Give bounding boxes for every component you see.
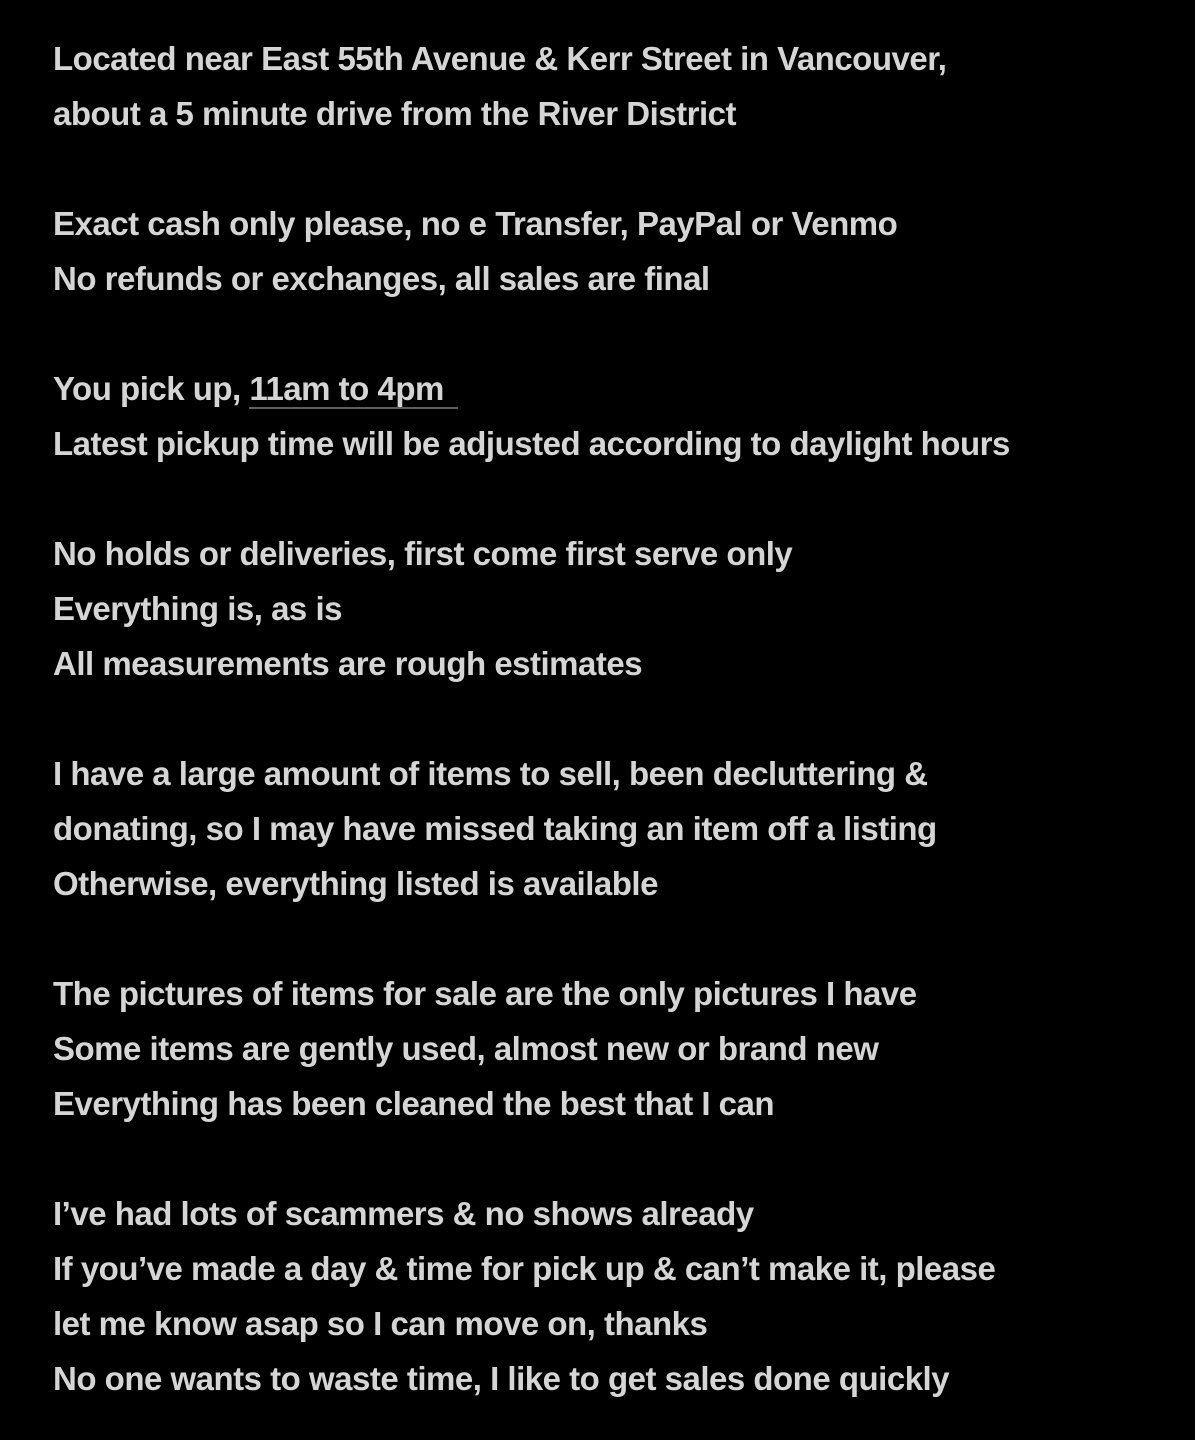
text-line: [53, 1076, 1155, 1131]
text-segment: Everything is, as is: [53, 590, 342, 627]
text-line: [53, 1296, 1155, 1351]
text-line: [53, 1021, 1155, 1076]
text-segment: Some items are gently used, almost new or brand new: [53, 1030, 879, 1067]
text-line: [53, 196, 1155, 251]
text-segment: Latest pickup time will be adjusted according to daylight hours: [53, 425, 1010, 462]
text-segment: If you’ve made a day & time for pick up & can’t make it, please: [53, 1250, 996, 1287]
text-line: [53, 966, 1155, 1021]
text-segment: Otherwise, everything listed is available: [53, 865, 658, 902]
text-segment: I’ve had lots of scammers & no shows already: [53, 1195, 754, 1232]
text-line: [53, 361, 1155, 416]
text-segment: Exact cash only please, no e Transfer, PayPal or Venmo: [53, 205, 898, 242]
text-line: [53, 526, 1155, 581]
paragraph-1: [53, 31, 1155, 141]
paragraph-3: [53, 361, 1155, 471]
paragraph-5: [53, 746, 1155, 911]
text-line: [53, 251, 1155, 306]
text-segment: No one wants to waste time, I like to get sales done quickly: [53, 1360, 950, 1397]
paragraph-6: [53, 966, 1155, 1131]
text-line: [53, 801, 1155, 856]
text-segment: All measurements are rough estimates: [53, 645, 643, 682]
paragraph-4: [53, 526, 1155, 691]
text-segment: Everything has been cleaned the best that I can: [53, 1085, 775, 1122]
text-line: [53, 1241, 1155, 1296]
text-segment: No holds or deliveries, first come first serve only: [53, 535, 793, 572]
pickup-hours-underlined: 11am to 4pm: [249, 370, 457, 409]
text-line: [53, 746, 1155, 801]
text-segment: about a 5 minute drive from the River District: [53, 95, 736, 132]
text-segment: let me know asap so I can move on, thanks: [53, 1305, 708, 1342]
text-line: [53, 416, 1155, 471]
text-line: [53, 31, 1155, 86]
text-segment: I have a large amount of items to sell, been decluttering &: [53, 755, 928, 792]
text-line: [53, 1186, 1155, 1241]
text-line: [53, 856, 1155, 911]
text-segment: donating, so I may have missed taking an item off a listing: [53, 810, 937, 847]
text-line: [53, 86, 1155, 141]
text-line: [53, 636, 1155, 691]
text-segment: The pictures of items for sale are the only pictures I have: [53, 975, 917, 1012]
text-segment: Located near East 55th Avenue & Kerr Street in Vancouver,: [53, 40, 947, 77]
text-line: [53, 581, 1155, 636]
paragraph-7: [53, 1186, 1155, 1406]
paragraph-2: [53, 196, 1155, 306]
text-segment: No refunds or exchanges, all sales are final: [53, 260, 710, 297]
text-line: [53, 1351, 1155, 1406]
description-text: [53, 31, 1155, 1406]
text-segment: You pick up,: [53, 370, 250, 407]
